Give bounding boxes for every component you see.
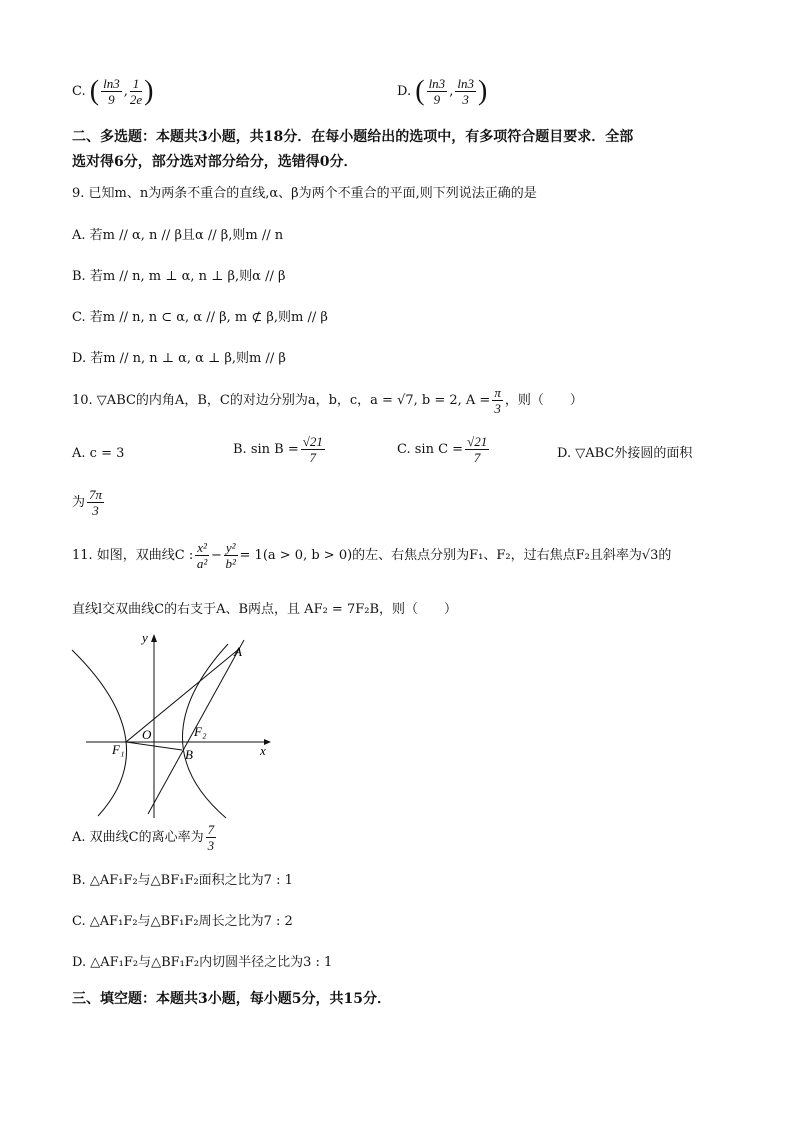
- fraction: $\frac{\text{x²}}{\text{a²}}$: [196, 540, 208, 571]
- f1-label: F₁: [112, 742, 125, 757]
- section2-heading-line1: 二、多选题：本题共3小题，共18分．在每小题给出的选项中，有多项符合题目要求．全部: [72, 129, 634, 145]
- q8-option-d: D. ( $\frac{\ln 3}{9}$ , $\frac{\ln 3}{3}$ ): [397, 75, 488, 107]
- fraction: $\frac{√21}{7}$: [467, 434, 488, 465]
- hyperbola-left-branch: [72, 650, 127, 816]
- y-axis-arrow: [151, 634, 157, 642]
- fraction: $\frac{\ln 3}{3}$: [457, 76, 474, 107]
- fraction: $\frac{\text{y²}}{\text{b²}}$: [225, 540, 236, 571]
- close-paren: ): [477, 75, 488, 107]
- f2-label: F₂: [194, 724, 207, 739]
- hyperbola-figure: [68, 622, 278, 822]
- option-label: D.: [397, 84, 412, 99]
- q9-stem: 9. 已知m、n为两条不重合的直线,α、β为两个不重合的平面,则下列说法正确的是: [72, 186, 537, 201]
- q9-option-a: A. 若m // α, n // β且α // β,则m // n: [72, 228, 284, 243]
- origin-label: O: [142, 727, 152, 742]
- fraction: $\frac{\pi}{3}$: [494, 385, 501, 416]
- section2-heading-line2: 选对得6分，部分选对部分给分，选错得0分．: [72, 154, 358, 170]
- fraction: $\frac{\ln 3}{9}$: [103, 76, 120, 107]
- point-a-label: A: [234, 644, 242, 659]
- q11-stem: 11. 如图，双曲线C : $\frac{\text{x²}}{\text{a²}}$ − $\frac{\text{y²}}{\text{b²}}$ = 1(a > 0, b > 0)的左、右焦点分别为F₁、F₂，过右焦点F₂且斜率为√3的: [72, 540, 672, 571]
- fraction: $\frac{√21}{7}$: [302, 434, 323, 465]
- fraction: $\frac{7}{3}$: [207, 822, 215, 853]
- q11-option-c: C. △AF₁F₂与△BF₁F₂周长之比为7 : 2: [72, 914, 293, 929]
- q10-option-c: C. sin C = $\frac{√21}{7}$: [397, 434, 488, 465]
- q11-stem-line2: 直线l交双曲线C的右支于A、B两点，且 AF₂ = 7F₂B，则（ ）: [72, 602, 458, 617]
- section3-heading: 三、填空题：本题共3小题，每小题5分，共15分．: [72, 991, 391, 1007]
- q11-option-d: D. △AF₁F₂与△BF₁F₂内切圆半径之比为3 : 1: [72, 955, 333, 970]
- fraction: $\frac{1}{2e}$: [129, 76, 143, 107]
- q11-option-b: B. △AF₁F₂与△BF₁F₂面积之比为7 : 1: [72, 873, 293, 888]
- fraction: $\frac{7\pi}{3}$: [89, 487, 103, 518]
- option-label: C.: [72, 84, 86, 99]
- q9-option-c: C. 若m // n, n ⊂ α, α // β, m ⊄ β,则m // β: [72, 310, 328, 325]
- fraction: $\frac{\ln 3}{9}$: [428, 76, 446, 107]
- q10-option-d: D. ▽ABC外接圆的面积: [557, 446, 693, 461]
- q10-option-d-continued: 为 $\frac{7\pi}{3}$: [72, 487, 103, 518]
- open-paren: (: [415, 75, 425, 107]
- open-paren: (: [89, 75, 100, 107]
- q9-option-b: B. 若m // n, m ⊥ α, n ⊥ β,则α // β: [72, 269, 286, 284]
- point-b-label: B: [185, 747, 193, 762]
- q8-option-c: C. ( $\frac{\ln 3}{9}$ , $\frac{1}{2e}$ ): [72, 75, 154, 107]
- y-axis-label: y: [142, 630, 148, 645]
- x-axis-label: x: [260, 743, 266, 758]
- q10-option-b: B. sin B = $\frac{√21}{7}$: [233, 434, 323, 465]
- q10-stem: 10. ▽ABC的内角A，B，C的对边分别为a，b，c，a = √7, b = 2, A = $\frac{\pi}{3}$ ，则（ ）: [72, 385, 583, 416]
- q10-option-a: A. c = 3: [72, 446, 125, 461]
- q11-option-a: A. 双曲线C的离心率为 $\frac{7}{3}$: [72, 822, 215, 853]
- q9-option-d: D. 若m // n, n ⊥ α, α ⊥ β,则m // β: [72, 351, 286, 366]
- close-paren: ): [144, 75, 154, 107]
